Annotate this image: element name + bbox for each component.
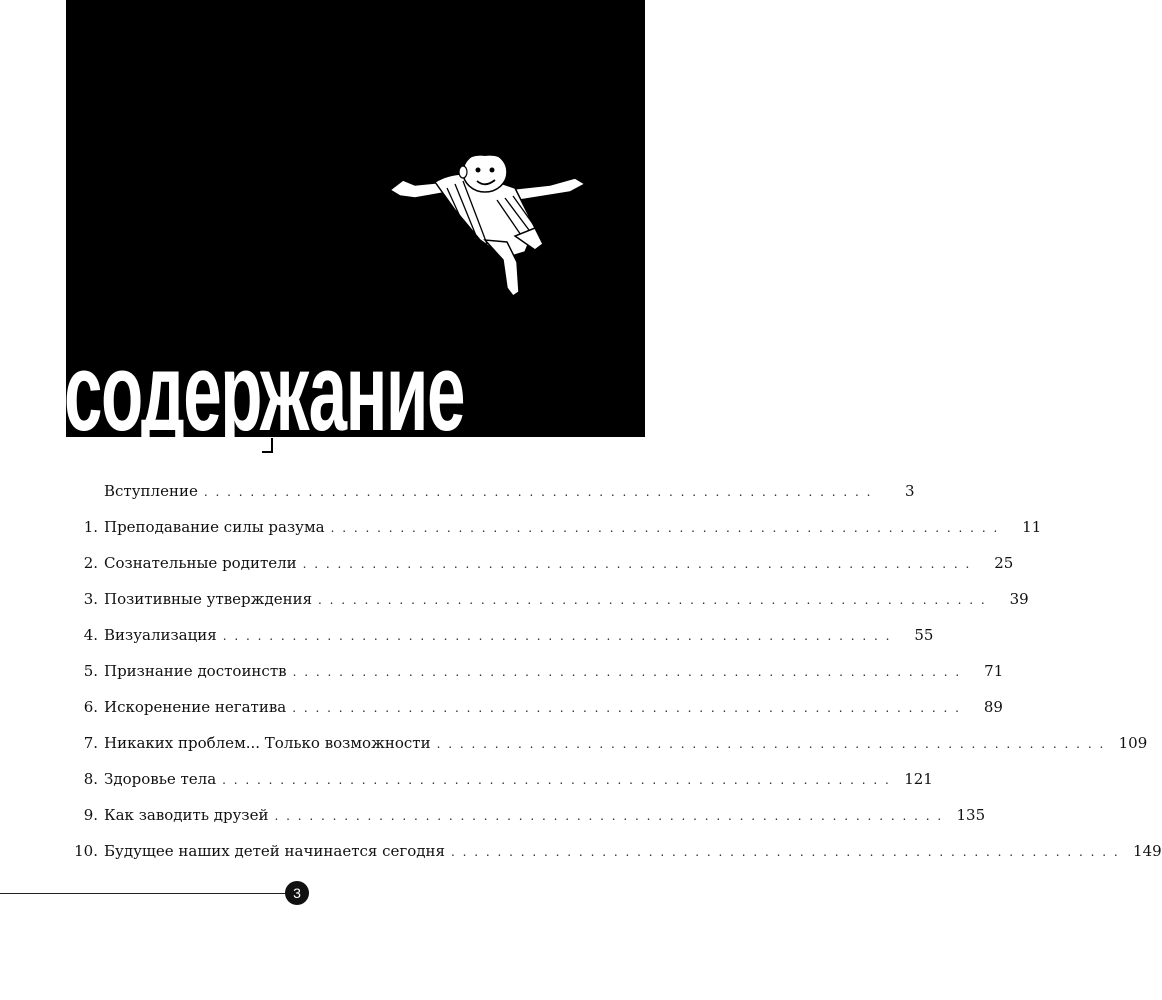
- page-number-badge: 3: [285, 881, 309, 905]
- toc-leader-dots: . . . . . . . . . . . . . . . . . . . . . . . . . . . . . . . . . . . . . . . . . . . . . . . . . . . . . . . . . .: [292, 665, 962, 679]
- toc-entry-page: 149: [1133, 842, 1162, 860]
- toc-entry-page: 71: [984, 662, 1004, 680]
- toc-entry-title: Никаких проблем... Только возможности: [104, 734, 431, 752]
- toc-leader-dots: . . . . . . . . . . . . . . . . . . . . . . . . . . . . . . . . . . . . . . . . . . . . . . . . . . . . . . . . . .: [330, 521, 1000, 535]
- toc-entry-page: 135: [956, 806, 986, 824]
- toc-entry-title: Визуализация: [104, 626, 217, 644]
- toc-entry-title: Преподавание силы разума: [104, 518, 325, 536]
- toc-entry-number: 5.: [83, 662, 98, 680]
- toc-entry[interactable]: [70, 662, 1004, 684]
- toc-entry[interactable]: [70, 734, 1148, 756]
- toc-entry-title: Вступление: [104, 482, 198, 500]
- toc-entry[interactable]: [70, 626, 934, 648]
- toc-entry-page: 109: [1118, 734, 1148, 752]
- toc-entry-number: 10.: [74, 842, 98, 860]
- toc-leader-dots: . . . . . . . . . . . . . . . . . . . . . . . . . . . . . . . . . . . . . . . . . . . . . . . . . . . . . . . . . .: [222, 773, 891, 787]
- toc-entry-title: Будущее наших детей начинается сегодня: [104, 842, 446, 860]
- toc-entry-page: 39: [1009, 590, 1029, 608]
- toc-entry-title: Здоровье тела: [104, 770, 217, 788]
- toc-entry-page: 25: [994, 554, 1014, 572]
- toc-entry-page: 89: [983, 698, 1003, 716]
- toc-entry-title: Искоренение негатива: [104, 698, 287, 716]
- flying-boy-illustration: [385, 140, 590, 300]
- toc-entry[interactable]: [70, 482, 915, 504]
- toc-entry[interactable]: [70, 554, 1014, 576]
- toc-entry-title: Как заводить друзей: [104, 806, 269, 824]
- toc-entry-number: 3.: [83, 590, 98, 608]
- page-title: содержание: [64, 330, 464, 454]
- toc-entry[interactable]: [70, 842, 1162, 864]
- toc-entry-number: 1.: [83, 518, 98, 536]
- toc-entry-title: Сознательные родители: [104, 554, 297, 572]
- footer-rule: [0, 893, 290, 894]
- toc-entry[interactable]: [70, 770, 933, 792]
- toc-entry-number: 9.: [83, 806, 98, 824]
- toc-entry-title: Признание достоинств: [104, 662, 287, 680]
- toc-entry[interactable]: [70, 698, 1003, 720]
- toc-entry-number: 6.: [83, 698, 98, 716]
- toc-entry-page: 3: [904, 482, 915, 500]
- toc-leader-dots: . . . . . . . . . . . . . . . . . . . . . . . . . . . . . . . . . . . . . . . . . . . . . . . . . . . . . . . . . .: [436, 737, 1106, 751]
- toc-leader-dots: . . . . . . . . . . . . . . . . . . . . . . . . . . . . . . . . . . . . . . . . . . . . . . . . . . . . . . . . . .: [318, 593, 987, 607]
- toc-entry-page: 11: [1022, 518, 1042, 536]
- toc-entry-number: 7.: [83, 734, 98, 752]
- toc-entry-page: 55: [914, 626, 934, 644]
- toc-entry[interactable]: [70, 590, 1029, 612]
- toc-entry-title: Позитивные утверждения: [104, 590, 313, 608]
- toc-entry-page: 121: [904, 770, 933, 788]
- toc-entry[interactable]: [70, 806, 986, 828]
- toc-leader-dots: . . . . . . . . . . . . . . . . . . . . . . . . . . . . . . . . . . . . . . . . . . . . . . . . . . . . . . . . . .: [292, 701, 961, 715]
- corner-bracket-icon: [262, 438, 274, 454]
- toc-entry[interactable]: [70, 518, 1042, 540]
- toc-leader-dots: . . . . . . . . . . . . . . . . . . . . . . . . . . . . . . . . . . . . . . . . . . . . . . . . . . . . . . . . . .: [274, 809, 944, 823]
- toc-leader-dots: . . . . . . . . . . . . . . . . . . . . . . . . . . . . . . . . . . . . . . . . . . . . . . . . . . . . . . . . . .: [222, 629, 892, 643]
- toc-leader-dots: . . . . . . . . . . . . . . . . . . . . . . . . . . . . . . . . . . . . . . . . . . . . . . . . . . . . . . . . . .: [203, 485, 873, 499]
- toc-entry-number: 4.: [83, 626, 98, 644]
- toc-leader-dots: . . . . . . . . . . . . . . . . . . . . . . . . . . . . . . . . . . . . . . . . . . . . . . . . . . . . . . . . . .: [302, 557, 972, 571]
- toc-entry-number: 2.: [83, 554, 98, 572]
- toc-leader-dots: . . . . . . . . . . . . . . . . . . . . . . . . . . . . . . . . . . . . . . . . . . . . . . . . . . . . . . . . . .: [451, 845, 1120, 859]
- toc-entry-number: 8.: [83, 770, 98, 788]
